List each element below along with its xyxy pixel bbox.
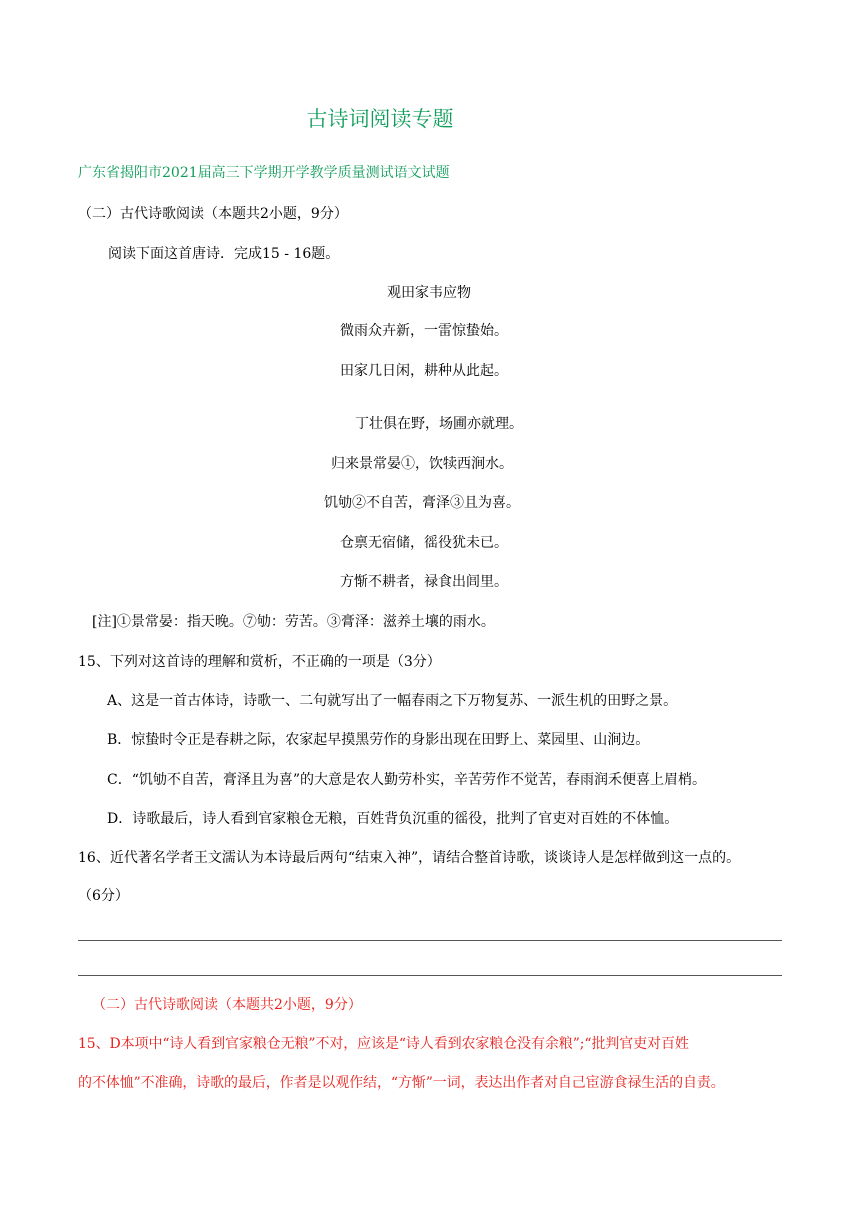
poem-line: 归来景常晏①，饮犊西涧水。 xyxy=(331,456,513,472)
question-15-option-b: B．惊蛰时令正是春耕之际，农家起早摸黑劳作的身影出现在田野上、菜园里、山涧边。 xyxy=(107,732,650,748)
section-heading: （二）古代诗歌阅读（本题共2小题，9分） xyxy=(78,206,348,222)
poem-line: 田家几日闲，耕种从此起。 xyxy=(340,363,508,379)
poem-line: 方惭不耕者，禄食出闾里。 xyxy=(340,574,508,590)
poem-line: 仓禀无宿储，徭役犹未已。 xyxy=(340,535,508,551)
annotation-note: [注]①景常晏：指天晚。⑦劬：劳苦。③膏泽：滋养土壤的雨水。 xyxy=(92,614,495,630)
question-15-stem: 15、下列对这首诗的理解和赏析，不正确的一项是（3分） xyxy=(78,654,441,670)
instruction: 阅读下面这首唐诗．完成15 - 16题。 xyxy=(108,246,340,262)
poem-line: 饥劬②不自苦，膏泽③且为喜。 xyxy=(324,495,520,511)
answer-heading: （二）古代诗歌阅读（本题共2小题，9分） xyxy=(92,997,362,1013)
page-title: 古诗词阅读专题 xyxy=(306,107,454,131)
question-15-option-d: D．诗歌最后，诗人看到官家粮仓无粮，百姓背负沉重的徭役，批判了官吏对百姓的不体恤。 xyxy=(107,811,679,827)
question-16-stem: 16、近代著名学者王文濡认为本诗最后两句“结束入神”，请结合整首诗歌，谈谈诗人是怎样做到这一点的。 xyxy=(78,850,741,866)
question-15-option-c: C．“饥劬不自苦，膏泽且为喜”的大意是农人勤劳朴实，辛苦劳作不觉苦，春雨润禾便喜上眉梢。 xyxy=(107,772,707,788)
answer-line xyxy=(78,940,782,941)
question-15-option-a: A、这是一首古体诗，诗歌一、二句就写出了一幅春雨之下万物复苏、一派生机的田野之景。 xyxy=(107,693,678,709)
answer-text: 15、D本项中“诗人看到官家粮仓无粮”不对，应该是“诗人看到农家粮仓没有余粮”;“批判官吏对百姓 xyxy=(78,1036,689,1052)
poem-line: 丁壮俱在野，场圃亦就理。 xyxy=(355,416,523,432)
source-line: 广东省揭阳市2021届高三下学期开学教学质量测试语文试题 xyxy=(78,165,450,181)
question-16-points: （6分） xyxy=(78,888,129,904)
poem-line: 微雨众卉新，一雷惊蛰始。 xyxy=(340,323,508,339)
poem-title: 观田家韦应物 xyxy=(387,285,471,301)
answer-text: 的不体恤”不准确，诗歌的最后，作者是以观作结，“方惭”一词，表达出作者对自己宦游食禄生活的自责。 xyxy=(78,1075,725,1091)
answer-line xyxy=(78,975,782,976)
